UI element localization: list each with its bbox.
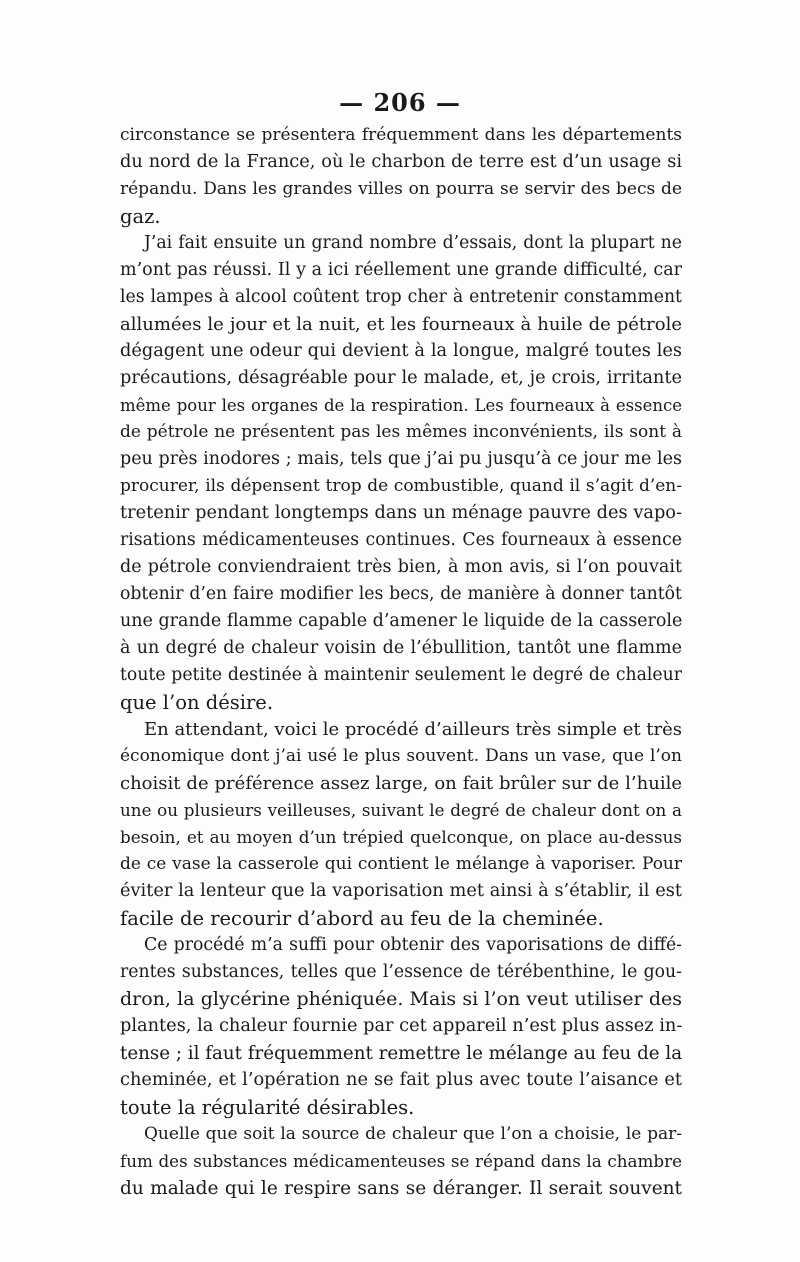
text-line: rentes substances, telles que l’essence de térébenthine, le gou- <box>120 962 682 982</box>
text-line: risations médicamenteuses continues. Ces fourneaux à essence <box>120 530 682 550</box>
text-line: Ce procédé m’a suffi pour obtenir des vaporisations de diffé- <box>144 935 682 955</box>
text-line: tense ; il faut fréquemment remettre le mélange au feu de la <box>120 1043 683 1064</box>
text-line: que l’on désire. <box>120 691 274 714</box>
page-number: — 206 — <box>339 88 461 117</box>
text-line: toute la régularité désirables. <box>120 1096 415 1119</box>
text-line: obtenir d’en faire modifier les becs, de manière à donner tantôt <box>120 584 682 604</box>
text-line: une ou plusieurs veilleuses, suivant le degré de chaleur dont on a <box>120 800 682 820</box>
text-line: de pétrole ne présentent pas les mêmes inconvénients, ils sont à <box>120 422 682 442</box>
text-line: toute petite destinée à maintenir seulement le degré de chaleur <box>120 665 682 685</box>
text-line: m’ont pas réussi. Il y a ici réellement une grande difficulté, car <box>120 260 682 280</box>
text-line: circonstance se présentera fréquemment dans les départements <box>120 125 682 145</box>
text-line: du nord de la France, où le charbon de terre est d’un usage si <box>120 152 682 172</box>
text-line: éviter la lenteur que la vaporisation met ainsi à s’établir, il est <box>120 881 682 901</box>
text-line: du malade qui le respire sans se déranger. Il serait souvent <box>120 1178 682 1199</box>
text-line: même pour les organes de la respiration. Les fourneaux à essence <box>120 396 682 415</box>
text-line: allumées le jour et la nuit, et les fourneaux à huile de pétrole <box>120 314 682 335</box>
text-line: En attendant, voici le procédé d’ailleurs très simple et très <box>144 719 683 740</box>
text-line: gaz. <box>120 205 161 228</box>
text-line: économique dont j’ai usé le plus souvent. Dans un vase, que l’on <box>120 746 682 766</box>
text-line: répandu. Dans les grandes villes on pourra se servir des becs de <box>120 179 682 199</box>
text-line: choisit de préférence assez large, on fait brûler sur de l’huile <box>120 773 682 794</box>
body-text <box>120 122 682 1202</box>
text-line: besoin, et au moyen d’un trépied quelconque, on place au-dessus <box>120 827 682 847</box>
text-line: dégagent une odeur qui devient à la longue, malgré toutes les <box>120 341 682 361</box>
text-line: procurer, ils dépensent trop de combustible, quand il s’agit d’en- <box>120 476 682 496</box>
text-line: tretenir pendant longtemps dans un ménage pauvre des vapo- <box>120 503 682 523</box>
text-line: Quelle que soit la source de chaleur que l’on a choisie, le par- <box>144 1124 682 1144</box>
text-line: facile de recourir d’abord au feu de la cheminée. <box>120 907 604 930</box>
text-line: de pétrole conviendraient très bien, à mon avis, si l’on pouvait <box>120 557 682 577</box>
text-line: une grande flamme capable d’amener le liquide de la casserole <box>120 611 683 631</box>
text-line: cheminée, et l’opération ne se fait plus avec toute l’aisance et <box>120 1070 682 1090</box>
text-line: fum des substances médicamenteuses se répand dans la chambre <box>120 1151 682 1171</box>
text-line: les lampes à alcool coûtent trop cher à entretenir constamment <box>120 287 682 307</box>
text-line: plantes, la chaleur fournie par cet appareil n’est plus assez in- <box>120 1016 683 1036</box>
text-line: de ce vase la casserole qui contient le mélange à vaporiser. Pour <box>120 854 682 874</box>
text-line: peu près inodores ; mais, tels que j’ai pu jusqu’à ce jour me les <box>120 449 682 469</box>
text-line: J’ai fait ensuite un grand nombre d’essais, dont la plupart ne <box>144 233 682 253</box>
text-line: à un degré de chaleur voisin de l’ébullition, tantôt une flamme <box>120 638 682 658</box>
text-line: précautions, désagréable pour le malade, et, je crois, irritante <box>120 368 682 388</box>
text-line: dron, la glycérine phéniquée. Mais si l’on veut utiliser des <box>120 988 682 1010</box>
